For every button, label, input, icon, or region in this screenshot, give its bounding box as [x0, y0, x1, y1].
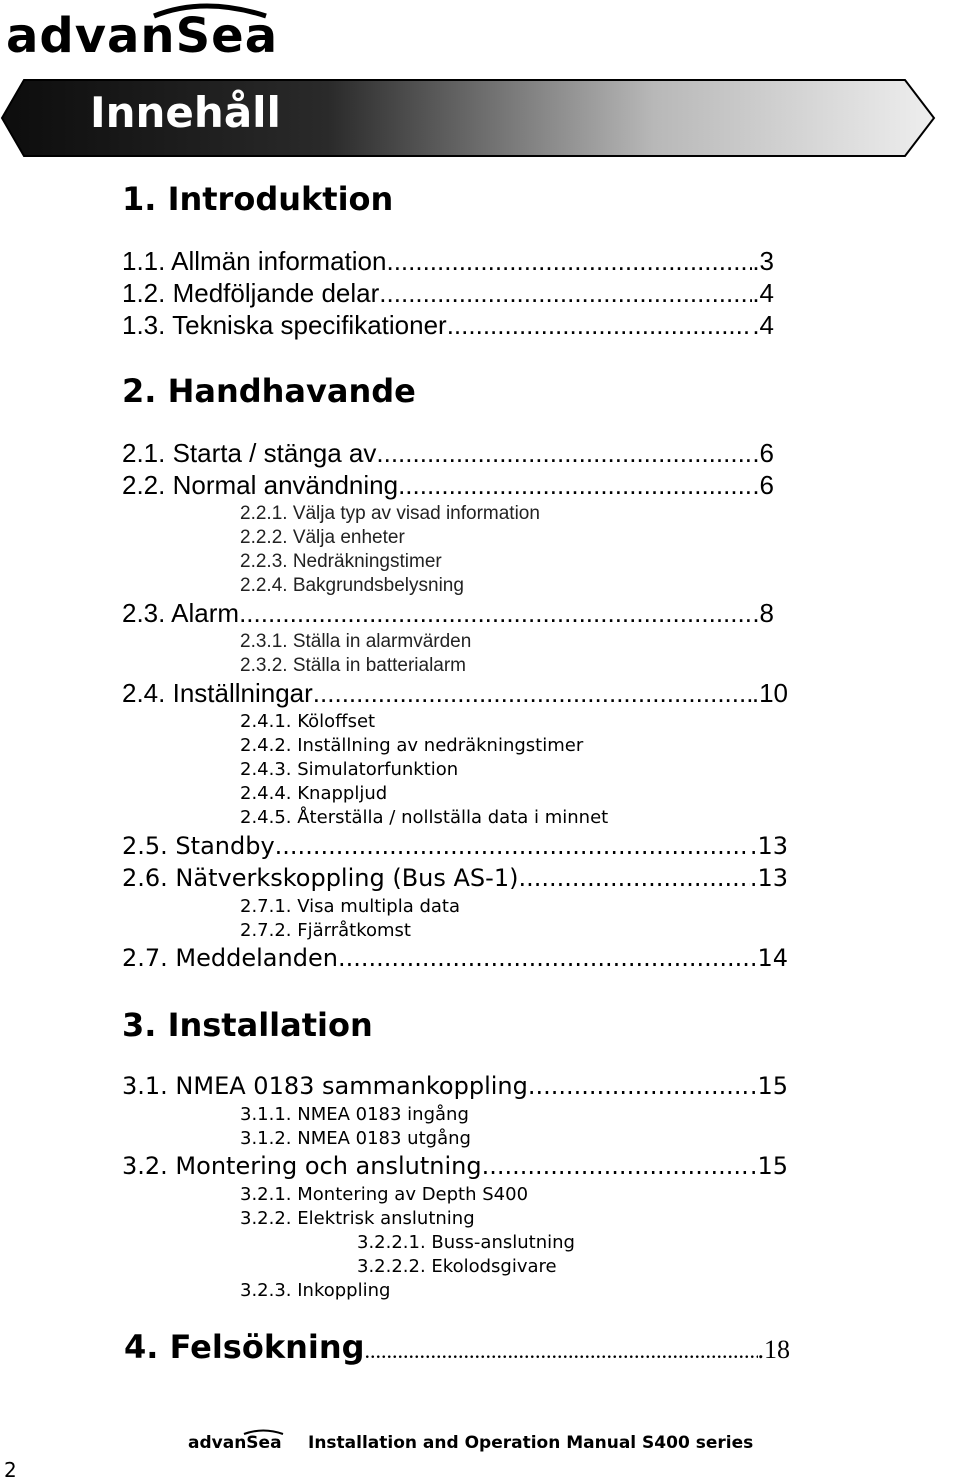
footer-manual-title: Installation and Operation Manual S400 series — [308, 1433, 754, 1453]
toc-row-2-3[interactable] — [122, 598, 774, 629]
toc-label: 1.3. Tekniska specifikationer — [122, 310, 447, 340]
toc-row-2-4[interactable] — [122, 678, 788, 709]
toc-page: .13 — [749, 832, 788, 860]
toc-row-3-1[interactable] — [122, 1072, 788, 1100]
toc-row-2-4-5[interactable]: 2.4.5. Återställa / nollställa data i minnet — [240, 807, 609, 828]
toc-row-3-2-2-1[interactable]: 3.2.2.1. Buss-anslutning — [357, 1232, 575, 1253]
toc-page: .13 — [749, 864, 788, 892]
toc-row-2-2-4[interactable]: 2.2.4. Bakgrundsbelysning — [240, 575, 464, 596]
toc-page: .4 — [752, 310, 774, 340]
toc-row-1-1[interactable] — [122, 246, 774, 277]
toc-row-3-1-2[interactable]: 3.1.2. NMEA 0183 utgång — [240, 1128, 471, 1149]
toc-label: 2.5. Standby — [122, 832, 275, 860]
toc-row-2-4-2[interactable]: 2.4.2. Inställning av nedräkningstimer — [240, 735, 584, 756]
toc-label: 2.1. Starta / stänga av — [122, 438, 377, 468]
toc-row-3-2-2[interactable]: 3.2.2. Elektrisk anslutning — [240, 1208, 475, 1229]
toc-row-2-3-2[interactable]: 2.3.2. Ställa in batterialarm — [240, 655, 467, 676]
toc-row-2-2[interactable] — [122, 470, 774, 501]
toc-row-2-4-1[interactable]: 2.4.1. Köloffset — [240, 711, 376, 732]
toc-row-2-4-4[interactable]: 2.4.4. Knappljud — [240, 783, 388, 804]
toc-label: 2.6. Nätverkskoppling (Bus AS-1) — [122, 864, 519, 892]
toc-row-2-3-1[interactable]: 2.3.1. Ställa in alarmvärden — [240, 631, 472, 652]
toc-row-2-6[interactable] — [122, 864, 788, 892]
toc-page: .6 — [752, 438, 774, 468]
section-1-heading: 1. Introduktion — [122, 180, 394, 218]
toc-row-3-2-1[interactable]: 3.2.1. Montering av Depth S400 — [240, 1184, 529, 1205]
section-4-heading: 4. Felsökning — [124, 1328, 365, 1366]
toc-row-3-2-2-2[interactable]: 3.2.2.2. Ekolodsgivare — [357, 1256, 557, 1277]
toc-row-1-2[interactable] — [122, 278, 774, 309]
toc-page: .15 — [749, 1072, 788, 1100]
logo-wordmark: advanSea — [6, 8, 274, 64]
toc-row-4[interactable] — [124, 1328, 790, 1366]
toc-page: .4 — [752, 278, 774, 308]
toc-row-3-2-3[interactable]: 3.2.3. Inkoppling — [240, 1280, 391, 1301]
toc-row-2-2-3[interactable]: 2.2.3. Nedräkningstimer — [240, 551, 442, 572]
page-title: Innehåll — [90, 88, 281, 137]
toc-row-2-7-1[interactable]: 2.7.1. Visa multipla data — [240, 896, 461, 917]
toc-label: 1.2. Medföljande delar — [122, 278, 380, 308]
footer-logo-wordmark: advanSea — [188, 1433, 282, 1453]
footer-logo — [188, 1428, 288, 1454]
toc-row-2-4-3[interactable]: 2.4.3. Simulatorfunktion — [240, 759, 459, 780]
toc-page: .6 — [752, 470, 774, 500]
toc-row-2-2-1[interactable]: 2.2.1. Välja typ av visad information — [240, 503, 540, 524]
section-2-heading: 2. Handhavande — [122, 372, 416, 410]
toc-row-3-1-1[interactable]: 3.1.1. NMEA 0183 ingång — [240, 1104, 469, 1125]
toc-label: 1.1. Allmän information — [122, 246, 387, 276]
toc-page: .3 — [752, 246, 774, 276]
toc-label: 3.2. Montering och anslutning — [122, 1152, 482, 1180]
toc-label: 2.7. Meddelanden — [122, 944, 338, 972]
toc-label: 3.1. NMEA 0183 sammankoppling — [122, 1072, 528, 1100]
toc-row-3-2[interactable] — [122, 1152, 788, 1180]
section-3-heading: 3. Installation — [122, 1006, 373, 1044]
toc-label: 2.2. Normal användning — [122, 470, 399, 500]
toc-page: .14 — [749, 944, 788, 972]
toc-row-2-1[interactable] — [122, 438, 774, 469]
toc-page: .10 — [751, 678, 788, 708]
page-number: 2 — [4, 1458, 17, 1482]
advansea-logo — [4, 2, 274, 68]
toc-page: .8 — [752, 598, 774, 628]
toc-label: 2.3. Alarm — [122, 598, 240, 628]
toc-page: .18 — [757, 1335, 790, 1364]
toc-label: 2.4. Inställningar — [122, 678, 313, 708]
toc-row-2-5[interactable] — [122, 832, 788, 860]
toc-row-2-7-2[interactable]: 2.7.2. Fjärråtkomst — [240, 920, 411, 941]
toc-page: .15 — [749, 1152, 788, 1180]
toc-row-1-3[interactable] — [122, 310, 774, 341]
toc-row-2-2-2[interactable]: 2.2.2. Välja enheter — [240, 527, 405, 548]
toc-row-2-7[interactable] — [122, 944, 788, 972]
